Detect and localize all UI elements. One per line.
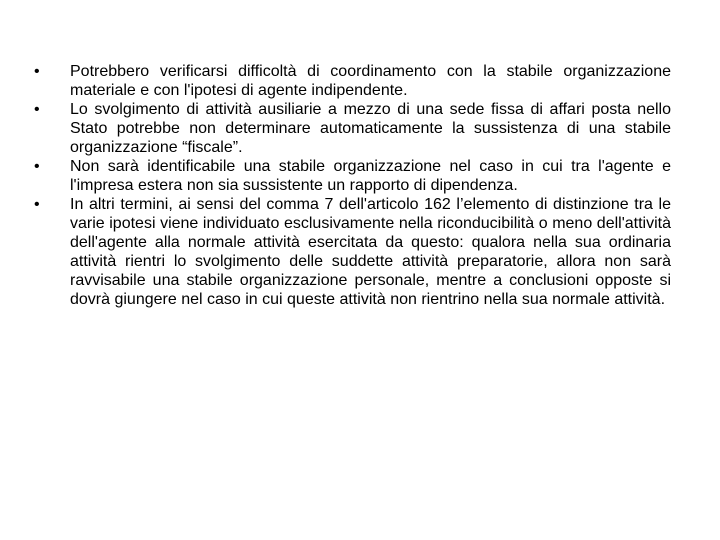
bullet-item-2 bbox=[34, 100, 671, 157]
bullet-text: In altri termini, ai sensi del comma 7 dell'articolo 162 l’elemento di distinzione tra le varie ipotesi viene individuato esclusivamente nella riconducibilità o meno dell'attività dell'agente alla normale attività esercitata da questo: qualora nella sua ordinaria attività rientri lo svolgimento delle suddette attività preparatorie, allora non sarà ravvisabile una stabile organizzazione personale, mentre a conclusioni opposte si dovrà giungere nel caso in cui queste attività non rientrino nella sua normale attività. bbox=[70, 196, 671, 308]
bullet-icon: • bbox=[34, 158, 40, 175]
bullet-list bbox=[34, 62, 671, 309]
bullet-item-4 bbox=[34, 195, 671, 309]
bullet-item-1 bbox=[34, 62, 671, 100]
bullet-text: Lo svolgimento di attività ausiliarie a mezzo di una sede fissa di affari posta nello Stato potrebbe non determinare automaticamente la sussistenza di una stabile organizzazione “fiscale”. bbox=[70, 101, 671, 156]
bullet-item-3 bbox=[34, 157, 671, 195]
bullet-icon: • bbox=[34, 196, 40, 213]
bullet-text: Non sarà identificabile una stabile organizzazione nel caso in cui tra l'agente e l'impresa estera non sia sussistente un rapporto di dipendenza. bbox=[70, 158, 671, 194]
bullet-icon: • bbox=[34, 101, 40, 118]
bullet-text: Potrebbero verificarsi difficoltà di coordinamento con la stabile organizzazione materiale e con l'ipotesi di agente indipendente. bbox=[70, 63, 671, 99]
bullet-icon: • bbox=[34, 63, 40, 80]
